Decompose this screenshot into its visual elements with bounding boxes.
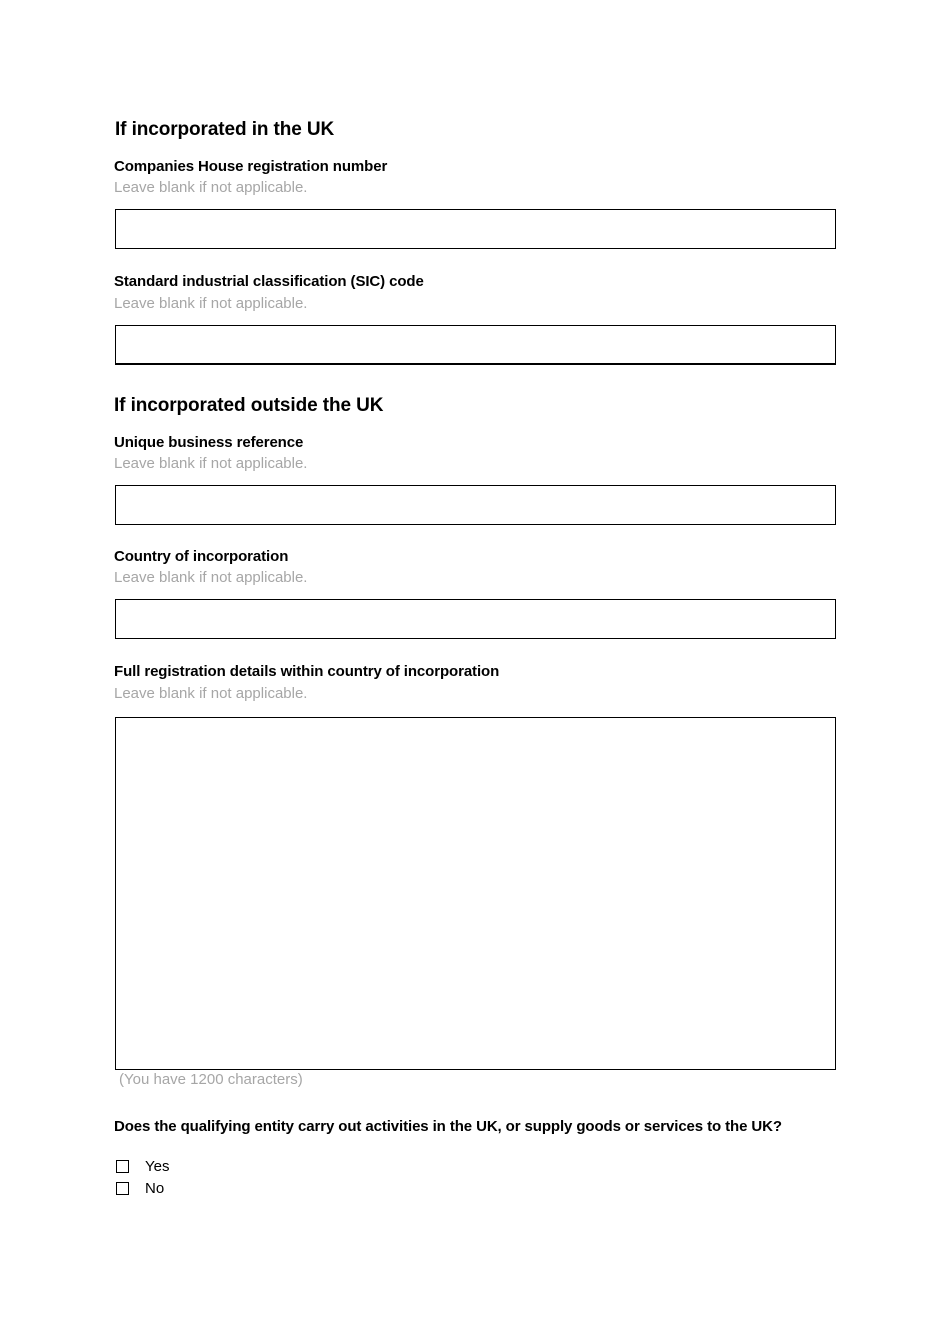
no-label: No [145,1179,165,1197]
registration-details-hint: Leave blank if not applicable. [114,685,308,702]
yes-label: Yes [145,1157,170,1175]
character-count: (You have 1200 characters) [119,1071,303,1088]
uk-activity-options [116,1156,169,1198]
unique-reference-label: Unique business reference [114,434,304,451]
section-heading-uk: If incorporated in the UK [115,119,335,140]
sic-code-label: Standard industrial classification (SIC) code [114,273,424,290]
sic-code-input[interactable] [115,325,836,365]
unique-reference-input[interactable] [115,485,836,525]
companies-house-hint: Leave blank if not applicable. [114,179,308,196]
registration-details-label: Full registration details within country of incorporation [114,663,500,680]
registration-details-textarea[interactable] [115,717,836,1070]
country-label: Country of incorporation [114,548,289,565]
country-input[interactable] [115,599,836,639]
uk-activity-question: Does the qualifying entity carry out activities in the UK, or supply goods or services to the UK? [114,1118,782,1135]
sic-code-hint: Leave blank if not applicable. [114,295,308,312]
no-checkbox[interactable] [116,1182,129,1195]
unique-reference-hint: Leave blank if not applicable. [114,455,308,472]
companies-house-input[interactable] [115,209,836,249]
section-heading-non-uk: If incorporated outside the UK [114,395,384,416]
option-no[interactable] [116,1178,169,1198]
option-yes[interactable] [116,1156,169,1176]
yes-checkbox[interactable] [116,1160,129,1173]
companies-house-label: Companies House registration number [114,158,388,175]
country-hint: Leave blank if not applicable. [114,569,308,586]
